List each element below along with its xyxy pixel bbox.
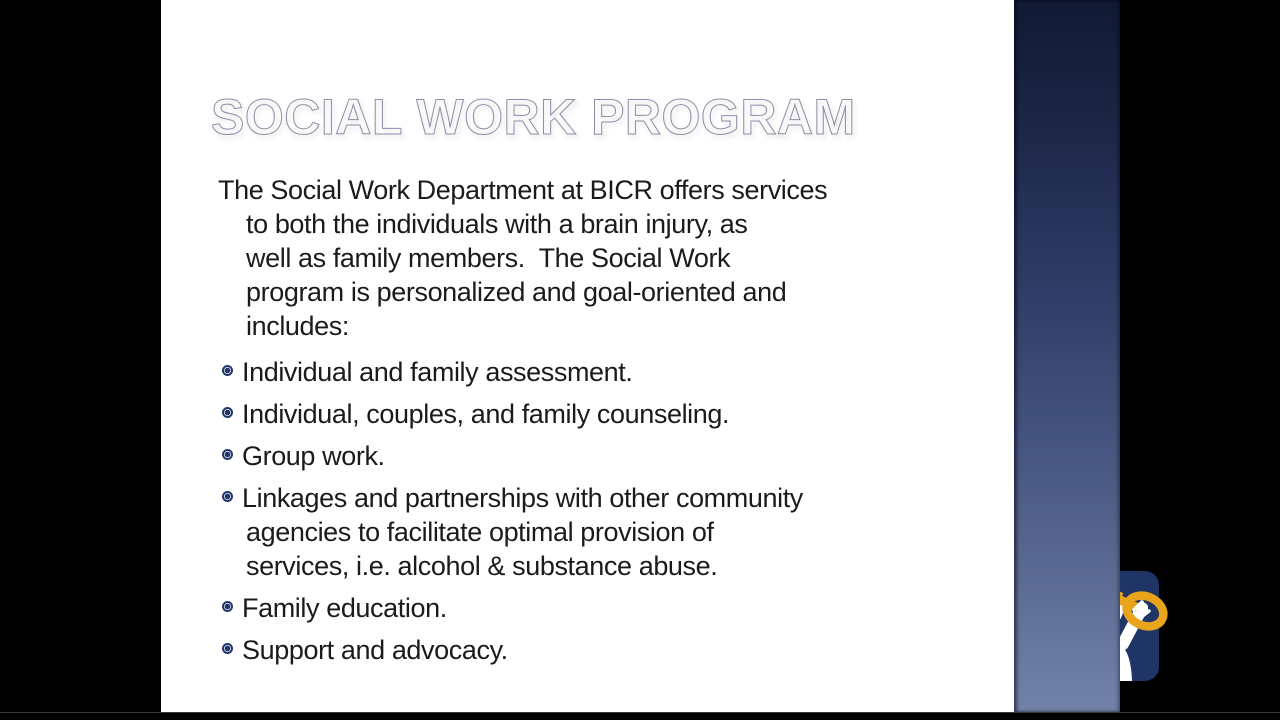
bullet-text: Support and advocacy.: [242, 635, 508, 665]
intro-line: program is personalized and goal-oriented and: [246, 277, 787, 307]
bullet-text: agencies to facilitate optimal provision of: [246, 517, 714, 547]
bullet-text: Family education.: [242, 593, 447, 623]
list-item: [218, 633, 988, 667]
bullet-list: [218, 355, 988, 667]
bullet-icon: [222, 407, 233, 418]
bullet-text: Linkages and partnerships with other community: [242, 483, 803, 513]
slide-side-accent-band: [1014, 0, 1120, 712]
intro-line: to both the individuals with a brain injury, as: [246, 209, 748, 239]
list-item: [218, 591, 988, 625]
list-item: [218, 355, 988, 389]
slide-body: [218, 173, 988, 675]
slide-title: SOCIAL WORK PROGRAM: [211, 89, 856, 145]
list-item: [218, 481, 988, 583]
list-item: [218, 439, 988, 473]
intro-line: The Social Work Department at BICR offers services: [218, 175, 828, 205]
intro-line: includes:: [246, 311, 349, 341]
bullet-icon: [222, 365, 233, 376]
bullet-text: Individual, couples, and family counseling.: [242, 399, 730, 429]
bullet-text: Group work.: [242, 441, 385, 471]
bullet-text: Individual and family assessment.: [242, 357, 633, 387]
bullet-icon: [222, 491, 233, 502]
slide: [161, 0, 1014, 712]
intro-paragraph: [218, 173, 988, 343]
list-item: [218, 397, 988, 431]
bullet-icon: [222, 643, 233, 654]
bullet-icon: [222, 601, 233, 612]
bullet-text: services, i.e. alcohol & substance abuse.: [246, 551, 718, 581]
intro-line: well as family members. The Social Work: [246, 243, 731, 273]
letterbox-bottom-bar: [0, 712, 1280, 720]
bullet-icon: [222, 449, 233, 460]
